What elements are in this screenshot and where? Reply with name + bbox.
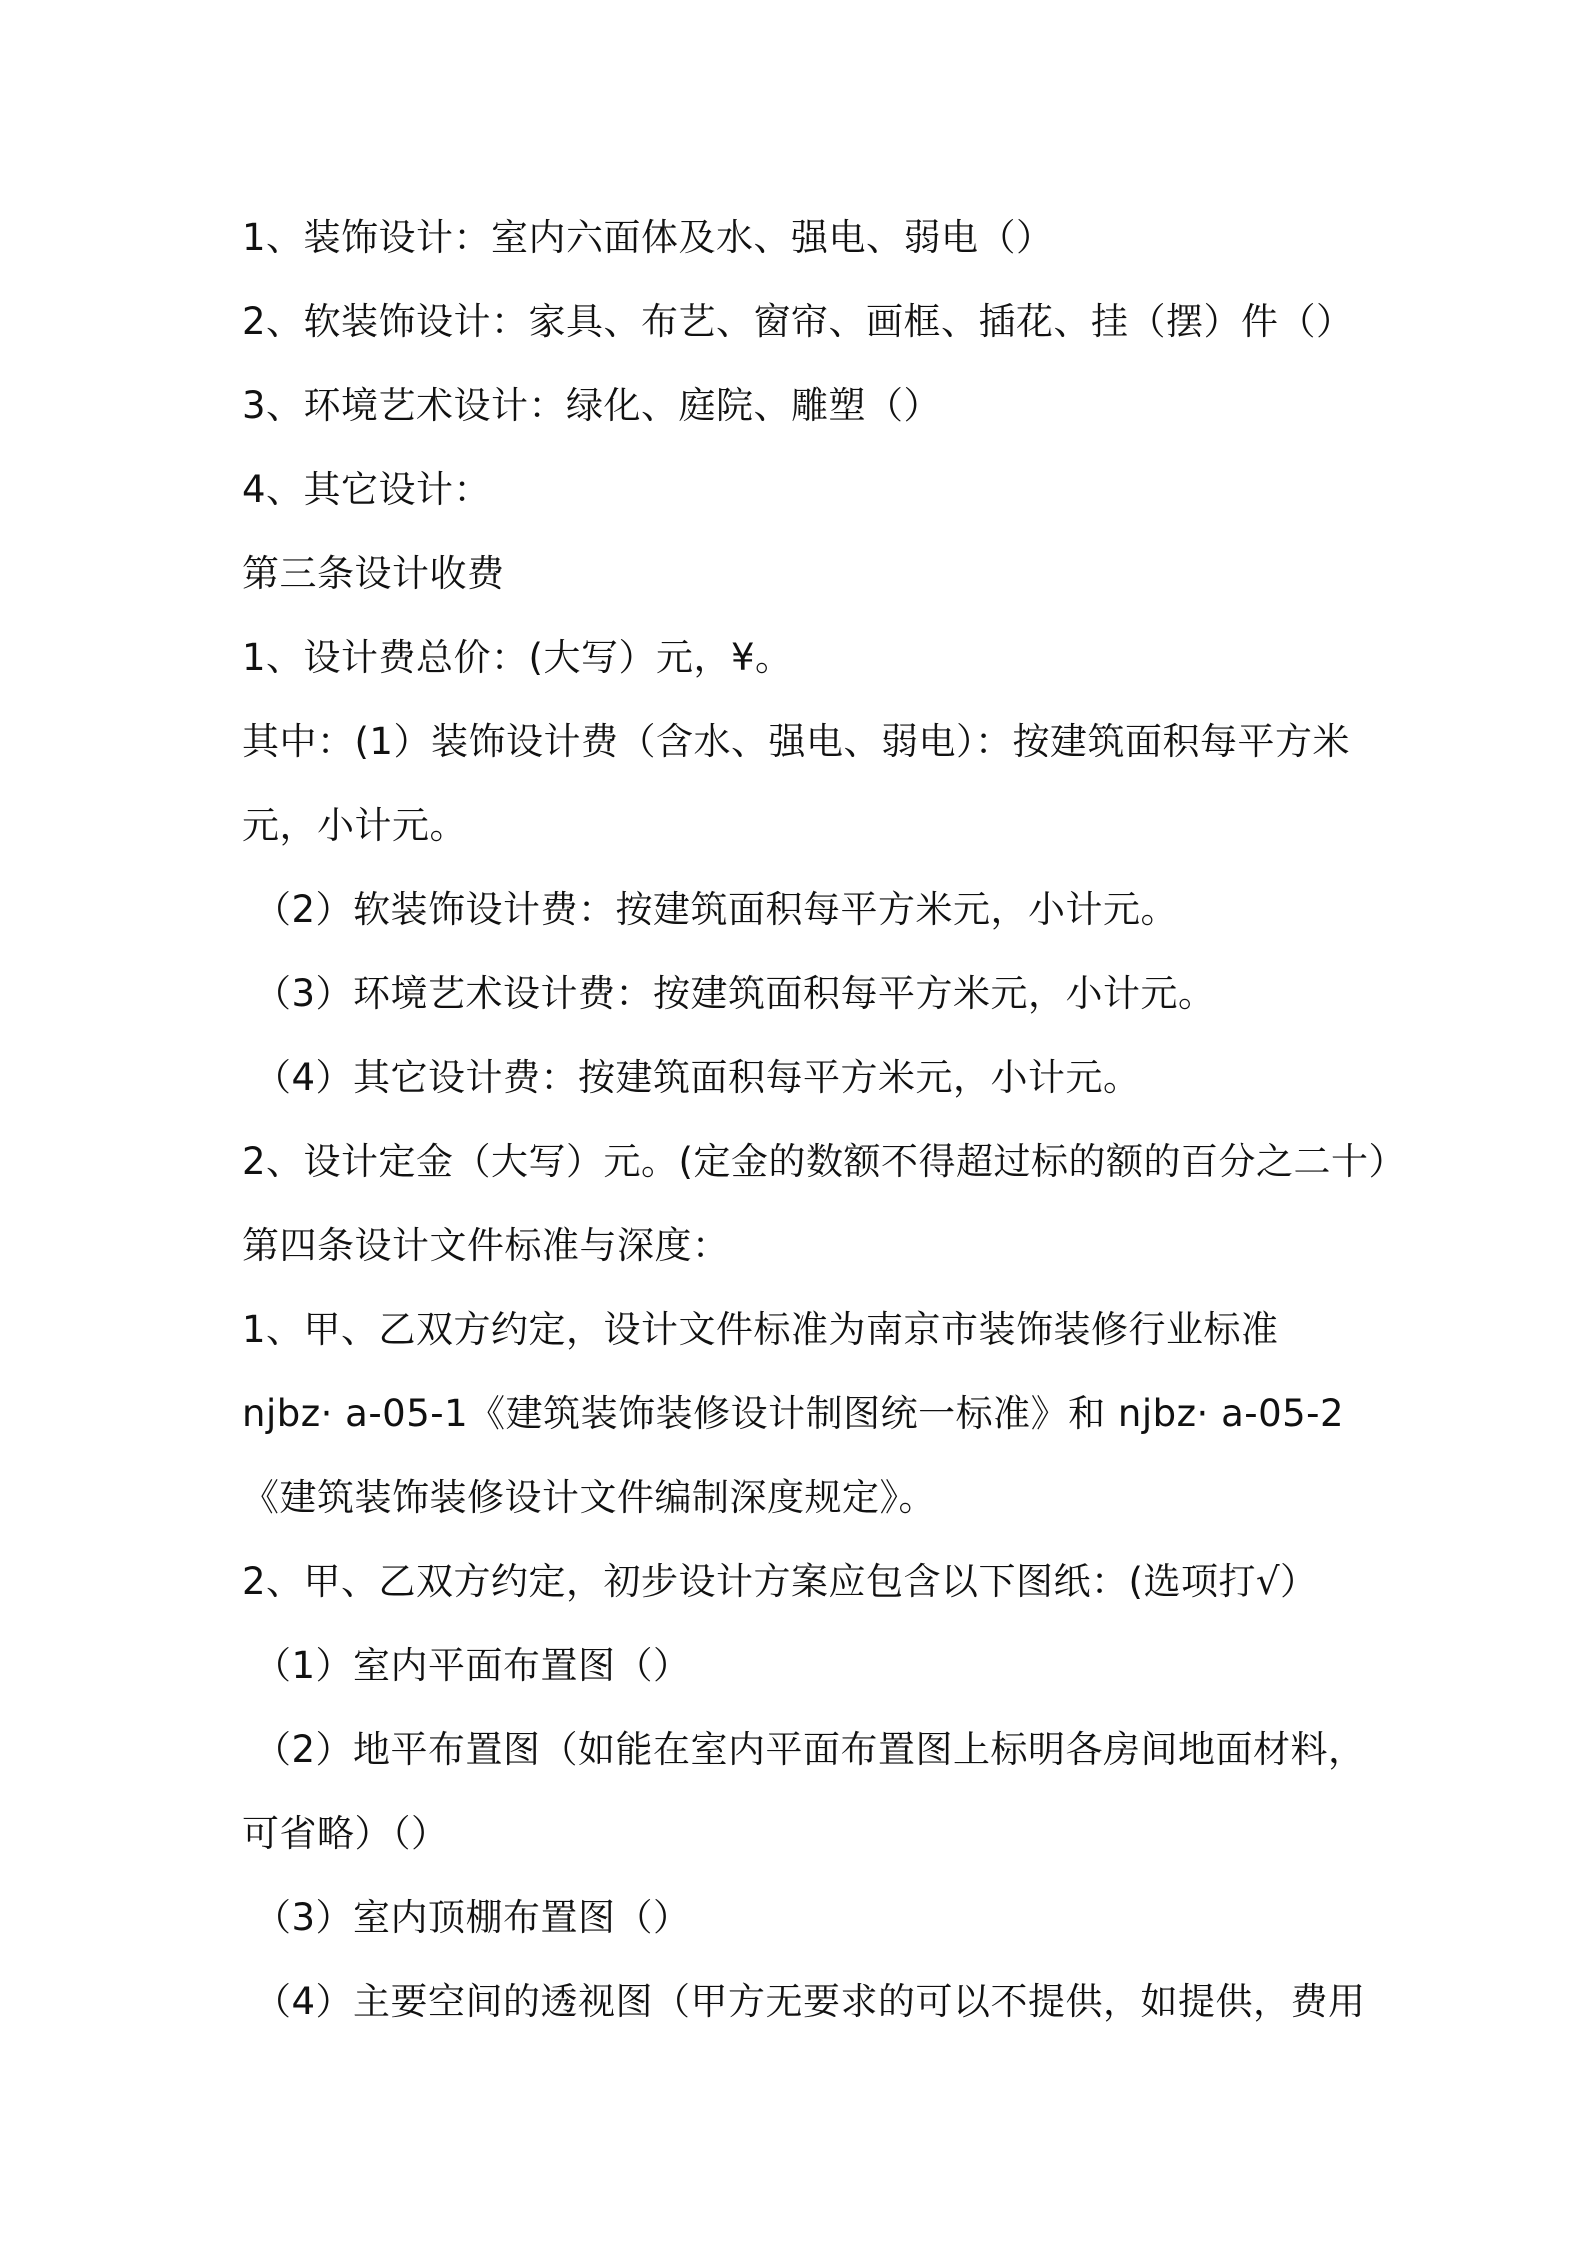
section-heading: 第四条设计文件标准与深度： <box>242 1224 730 1267</box>
text-line: （2）软装饰设计费：按建筑面积每平方米元，小计元。 <box>254 888 1179 931</box>
text-line: 其中：(1）装饰设计费（含水、强电、弱电）：按建筑面积每平方米 <box>242 720 1350 763</box>
text-line: （2）地平布置图（如能在室内平面布置图上标明各房间地面材料， <box>254 1728 1366 1771</box>
text-line: 4、其它设计： <box>242 468 492 511</box>
text-line: 1、甲、乙双方约定，设计文件标准为南京市装饰装修行业标准 <box>242 1308 1279 1351</box>
text-line: 2、甲、乙双方约定，初步设计方案应包含以下图纸：(选项打√） <box>242 1560 1318 1603</box>
text-line: 可省略）（） <box>242 1812 449 1855</box>
document-body <box>242 196 1406 2044</box>
text-line: 《建筑装饰装修设计文件编制深度规定》。 <box>242 1476 936 1519</box>
text-line: njbz· a-05-1《建筑装饰装修设计制图统一标准》和 njbz· a-05-2 <box>242 1392 1345 1435</box>
text-line: 元，小计元。 <box>242 804 467 847</box>
text-line: （1）室内平面布置图（） <box>254 1644 691 1687</box>
section-heading: 第三条设计收费 <box>242 552 505 595</box>
text-line: 1、设计费总价：(大写）元，¥。 <box>242 636 793 679</box>
text-line: （4）主要空间的透视图（甲方无要求的可以不提供，如提供，费用 <box>254 1980 1366 2023</box>
text-line: （4）其它设计费：按建筑面积每平方米元，小计元。 <box>254 1056 1141 1099</box>
text-line: （3）环境艺术设计费：按建筑面积每平方米元，小计元。 <box>254 972 1216 1015</box>
text-line: 2、设计定金（大写）元。(定金的数额不得超过标的额的百分之二十） <box>242 1140 1406 1183</box>
text-line: 3、环境艺术设计：绿化、庭院、雕塑（） <box>242 384 942 427</box>
text-line: 1、装饰设计：室内六面体及水、强电、弱电（） <box>242 216 1054 259</box>
text-line: 2、软装饰设计：家具、布艺、窗帘、画框、插花、挂（摆）件（） <box>242 300 1354 343</box>
text-line: （3）室内顶棚布置图（） <box>254 1896 691 1939</box>
